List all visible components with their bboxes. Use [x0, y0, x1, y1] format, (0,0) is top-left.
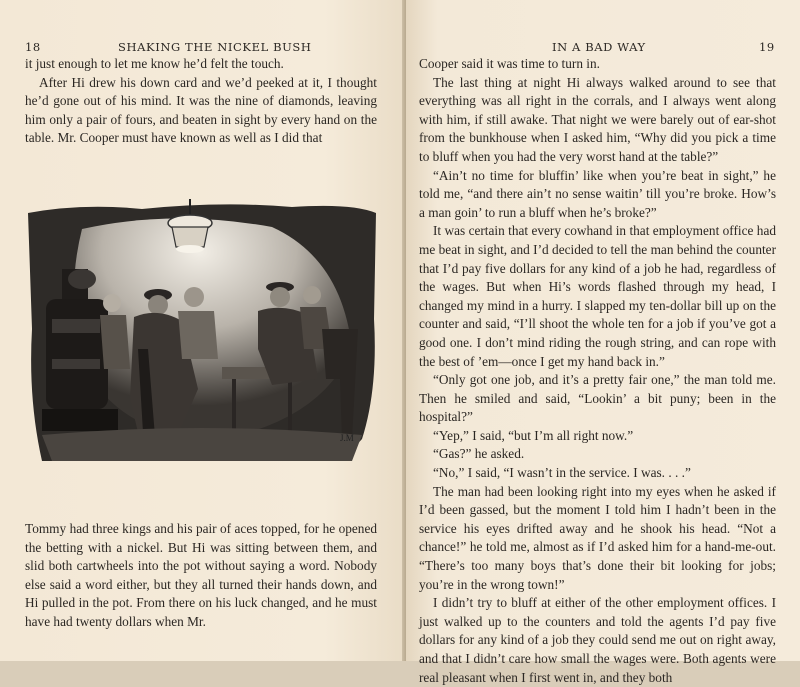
paragraph: Tommy had three kings and his pair of aces topped, for he opened the betting with a nickel. But Hi was sitting between them, and slid both cartwheels into the pot without saying a word. Nobody else said a word either, but they all turned their hands down, and Hi pulled in the pot. From there on his luck changed, and he must have had twenty dollars when Mr.	[25, 521, 377, 629]
paragraph: “Only got one job, and it’s a pretty fair one,” the man told me. Then he smiled and said, “Lookin’ a bit puny; been in the hospital?”	[419, 372, 776, 425]
paragraph: The man had been looking right into my eyes when he asked if I’d been gassed, but the moment I told him I hadn’t been in the service his eyes drifted away and he shook his head. “Not a chance!” he told me, almost as if I’d asked him for a hand-me-out. “There’s too many boys that’s done their bit looking for jobs; you’re in the wrong town!”	[419, 483, 776, 592]
left-page-number: 18	[25, 40, 41, 54]
paragraph: it just enough to let me know he’d felt the touch.	[25, 56, 284, 71]
poker-players-illustration	[22, 199, 380, 469]
paragraph: The last thing at night Hi always walked around to see that everything was all right in the corrals, and I always went along with him, if still awake. That night we were barely out of ear-shot from the bunkhouse when I asked him, “Why did you pick a time to bluff when you had the very worst hand at the table?”	[419, 74, 776, 164]
right-page-number: 19	[759, 40, 775, 54]
right-chapter-title: IN A BAD WAY	[552, 40, 646, 54]
paragraph: After Hi drew his down card and we’d peeked at it, I thought he’d gone out of his mind. It was the nine of diamonds, leaving him only a pair of fours, and beaten in sight by every hand on the table. Mr. Cooper must have known as well as I did that	[25, 74, 377, 146]
left-top-text	[25, 55, 377, 148]
left-chapter-title: SHAKING THE NICKEL BUSH	[118, 40, 312, 54]
left-bottom-text	[25, 520, 377, 632]
left-page	[0, 0, 406, 661]
illustration-drawing	[22, 199, 380, 469]
paragraph: “Yep,” I said, “but I’m all right now.”	[433, 427, 634, 443]
paragraph: It was certain that every cowhand in that employment office had me beat in sight, and I’d decided to tell the man behind the counter that I’d pay five dollars for any kind of a job he had, regardless of the wages. But when Hi’s words flashed through my head, I changed my mind in a hurry. I slapped my ten-dollar bill up on the counter and said, “I’ll shoot the whole ten for a job if you’ve got a good one. I don’t mind riding the rough string, and can rope with the best of ’em—once I get my hand back in.”	[419, 223, 776, 369]
paragraph: “No,” I said, “I wasn’t in the service. I was. . . .”	[433, 465, 691, 481]
right-body-text	[419, 55, 776, 687]
right-page	[406, 0, 800, 685]
paragraph: “Ain’t no time for bluffin’ like when you’re beat in sight,” he told me, “and there ain’t no sense waitin’ till you’re broke. How’s a man goin’ to run a bluff when he’s broke?”	[419, 167, 776, 220]
paragraph: “Gas?” he asked.	[433, 446, 525, 462]
illustration-signature: J.M	[340, 433, 354, 443]
paragraph: Cooper said it was time to turn in.	[419, 56, 600, 71]
paragraph: I didn’t try to bluff at either of the other employment offices. I just walked up to the counters and told the agents I’d pay five dollars for any kind of a job they could send me out on right away, and that I didn’t care how small the wages were. Both agents were real pleasant when I first went in, and they both	[419, 595, 776, 685]
